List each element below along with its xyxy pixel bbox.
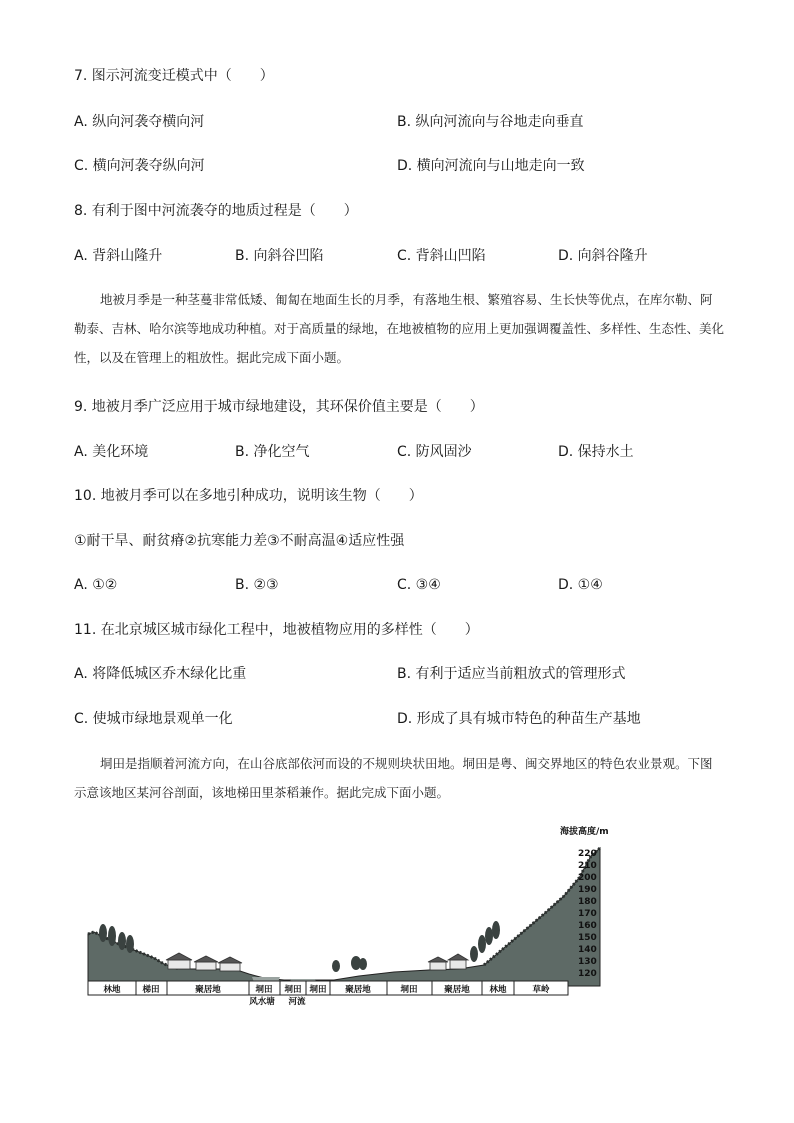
trees-middle — [332, 956, 367, 972]
houses-left — [166, 953, 242, 971]
q10-option-b: B. ②③ — [235, 577, 279, 593]
q9-option-d: D. 保持水土 — [558, 444, 634, 460]
tick-160: 160 — [578, 921, 597, 931]
elevation-axis-title: 海拔高度/m — [560, 827, 609, 837]
q8-option-d: D. 向斜谷隆升 — [558, 248, 648, 264]
q11-option-b: B. 有利于适应当前粗放式的管理形式 — [397, 666, 626, 682]
q7-option-a: A. 纵向河袭夺横向河 — [74, 114, 205, 130]
tick-190: 190 — [578, 885, 597, 895]
tick-140: 140 — [578, 945, 597, 955]
segment-label-settlement-mid: 聚居地 — [345, 985, 371, 995]
q10-option-a: A. ①② — [74, 577, 118, 593]
passage-ground-rose: 地被月季是一种茎蔓非常低矮、匍匐在地面生长的月季，有落地生根、繁殖容易、生长快等优点，在库尔勒、阿勒泰、吉林、哈尔滨等地成功种植。对于高质量的绿地，在地被植物的应用上更加强调覆盖性、多样性、生态性、美化性，以及在管理上的粗放性。据此完成下面小题。 — [74, 292, 725, 365]
tick-200: 200 — [578, 873, 597, 883]
tick-180: 180 — [578, 897, 597, 907]
segment-label-grass-ridge: 草岭 — [532, 985, 550, 995]
q7-stem: 7. 图示河流变迁模式中（ ） — [74, 68, 274, 84]
q10-statements: ①耐干旱、耐贫瘠②抗寒能力差③不耐高温④适应性强 — [74, 533, 405, 549]
q10-stem: 10. 地被月季可以在多地引种成功，说明该生物（ ） — [74, 488, 423, 504]
q8-stem: 8. 有利于图中河流袭夺的地质过程是（ ） — [74, 203, 358, 219]
label-river: 河流 — [288, 997, 306, 1007]
q11-stem: 11. 在北京城区城市绿化工程中，地被植物应用的多样性（ ） — [74, 622, 479, 638]
tick-210: 210 — [578, 861, 597, 871]
segment-label-field-4: 垌田 — [400, 985, 418, 995]
q11-option-a: A. 将降低城区乔木绿化比重 — [74, 666, 247, 682]
q8-option-b: B. 向斜谷凹陷 — [235, 248, 324, 264]
segment-label-settlement-left: 聚居地 — [195, 985, 221, 995]
q9-stem: 9. 地被月季广泛应用于城市绿地建设，其环保价值主要是（ ） — [74, 399, 484, 415]
segment-label-settlement-right: 聚居地 — [444, 985, 470, 995]
segment-label-field-2: 垌田 — [284, 985, 302, 995]
q7-option-c: C. 横向河袭夺纵向河 — [74, 158, 205, 174]
tick-120: 120 — [578, 969, 597, 979]
segment-label-field-3: 垌田 — [309, 985, 327, 995]
tick-130: 130 — [578, 957, 597, 967]
q7-option-d: D. 横向河流向与山地走向一致 — [397, 158, 585, 174]
q8-option-c: C. 背斜山凹陷 — [397, 248, 486, 264]
segment-label-terrace: 梯田 — [142, 985, 160, 995]
q11-option-d: D. 形成了具有城市特色的种苗生产基地 — [397, 711, 641, 727]
houses-right — [428, 954, 468, 970]
q9-option-c: C. 防风固沙 — [397, 444, 472, 460]
tick-150: 150 — [578, 933, 597, 943]
valley-profile-diagram — [84, 826, 650, 1016]
q10-option-c: C. ③④ — [397, 577, 441, 593]
q9-option-a: A. 美化环境 — [74, 444, 149, 460]
segment-label-forest-right: 林地 — [489, 985, 507, 995]
segment-label-field-1: 垌田 — [255, 985, 273, 995]
valley-cross-section-figure — [84, 826, 650, 1016]
label-fengshui-pond: 风水塘 — [249, 997, 275, 1007]
q10-option-d: D. ①④ — [558, 577, 603, 593]
q11-option-c: C. 使城市绿地景观单一化 — [74, 711, 233, 727]
tick-220: 220 — [578, 849, 597, 859]
passage-valley-fields: 垌田是指顺着河流方向，在山谷底部依河而设的不规则块状田地。垌田是粤、闽交界地区的特色农业景观。下图示意该地区某河谷剖面，该地梯田里茶稻兼作。据此完成下面小题。 — [74, 756, 713, 800]
segment-label-forest-left: 林地 — [103, 985, 121, 995]
q8-option-a: A. 背斜山隆升 — [74, 248, 163, 264]
q7-option-b: B. 纵向河流向与谷地走向垂直 — [397, 114, 584, 130]
q9-option-b: B. 净化空气 — [235, 444, 310, 460]
tick-170: 170 — [578, 909, 597, 919]
